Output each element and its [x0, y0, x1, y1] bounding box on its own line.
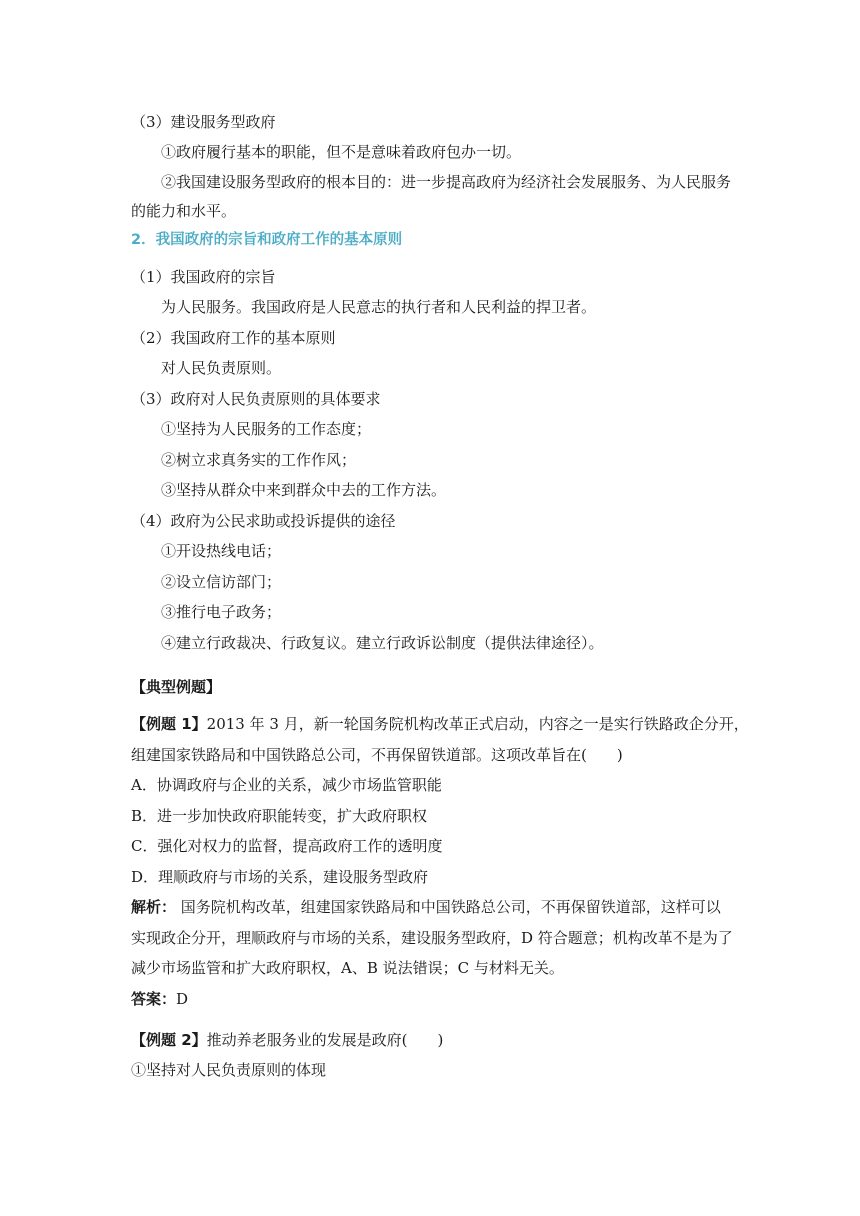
example-2-label: 【例题 2】: [131, 1031, 207, 1049]
example-1-stem-line-2: 组建国家铁路局和中国铁路总公司，不再保留铁道部。这项改革旨在( ): [131, 746, 623, 764]
part3-heading: （3）建设服务型政府: [131, 113, 276, 131]
section-2-item-4-4: ④建立行政裁决、行政复议。建立行政诉讼制度（提供法律途径）。: [161, 634, 604, 652]
section-2-heading-4: （4）政府为公民求助或投诉提供的途径: [131, 512, 396, 530]
example-1-answer: [131, 988, 860, 1010]
example-2-stem-text: 推动养老服务业的发展是政府( ): [206, 1031, 444, 1049]
example-1-analysis-line-2: 实现政企分开，理顺政府与市场的关系，建设服务型政府，D 符合题意；机构改革不是为了: [131, 929, 733, 947]
part3-item-2-line-2: 的能力和水平。: [131, 202, 237, 220]
answer-label: 答案：: [131, 990, 177, 1008]
analysis-text-1: 国务院机构改革，组建国家铁路局和中国铁路总公司，不再保留铁道部，这样可以: [176, 898, 721, 916]
example-1-stem-line-1: [131, 713, 860, 735]
example-2-item-1: ①坚持对人民负责原则的体现: [131, 1061, 327, 1079]
section-2-item-3-2: ②树立求真务实的工作作风；: [161, 451, 357, 469]
section-2-item-4-1: ①开设热线电话；: [161, 542, 282, 560]
section-2-heading-2: （2）我国政府工作的基本原则: [131, 329, 336, 347]
example-1-label: 【例题 1】: [131, 715, 207, 733]
examples-heading: 【典型例题】: [131, 678, 222, 696]
section-2-item-3-3: ③坚持从群众中来到群众中去的工作方法。: [161, 481, 447, 499]
section-2-title: 2．我国政府的宗旨和政府工作的基本原则: [131, 232, 403, 248]
analysis-label: 解析：: [131, 898, 177, 916]
example-1-option-d: D．理顺政府与市场的关系，建设服务型政府: [131, 868, 429, 886]
section-2-item-4-2: ②设立信访部门；: [161, 573, 282, 591]
example-1-stem-text: 2013 年 3 月，新一轮国务院机构改革正式启动，内容之一是实行铁路政企分开，: [206, 715, 749, 733]
example-1-analysis-line-1: [131, 896, 860, 918]
example-1-option-c: C．强化对权力的监督，提高政府工作的透明度: [131, 837, 443, 855]
section-2-item-3-1: ①坚持为人民服务的工作态度；: [161, 420, 372, 438]
example-1-option-b: B．进一步加快政府职能转变，扩大政府职权: [131, 807, 428, 825]
example-1-analysis-line-3: 减少市场监管和扩大政府职权，A、B 说法错误；C 与材料无关。: [131, 959, 564, 977]
section-2-item-4-3: ③推行电子政务；: [161, 603, 282, 621]
section-2-text-2: 对人民负责原则。: [161, 359, 282, 377]
example-2-stem: [131, 1029, 860, 1051]
section-2-text-1: 为人民服务。我国政府是人民意志的执行者和人民利益的捍卫者。: [161, 298, 597, 316]
section-2-heading-1: （1）我国政府的宗旨: [131, 268, 276, 286]
section-2-heading-3: （3）政府对人民负责原则的具体要求: [131, 390, 381, 408]
part3-item-1: ①政府履行基本的职能，但不是意味着政府包办一切。: [161, 143, 522, 161]
example-1-option-a: A．协调政府与企业的关系，减少市场监管职能: [131, 776, 442, 794]
answer-value: D: [176, 990, 189, 1008]
part3-item-2-line-1: ②我国建设服务型政府的根本目的：进一步提高政府为经济社会发展服务、为人民服务: [161, 173, 732, 191]
